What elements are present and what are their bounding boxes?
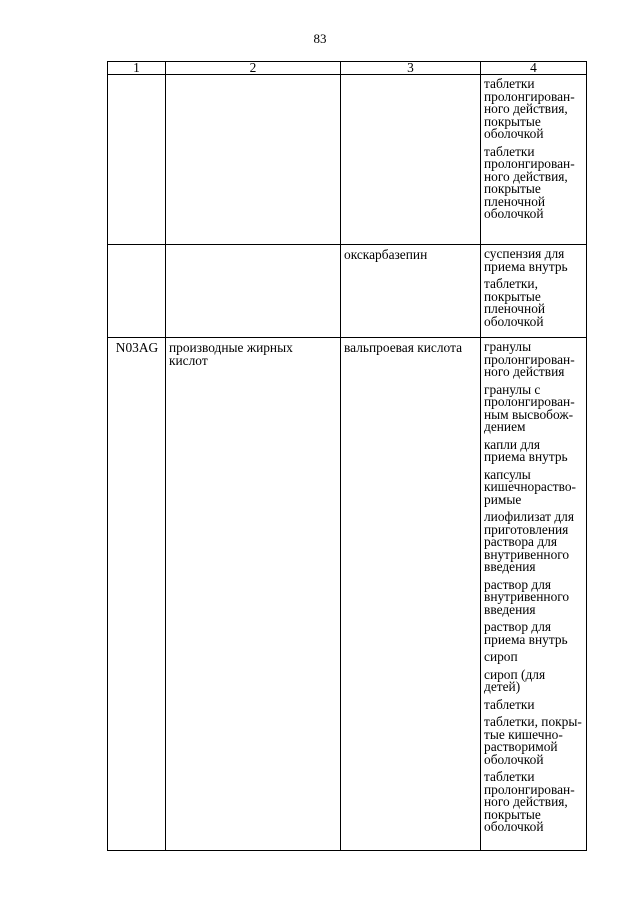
dosage-form <box>484 651 584 664</box>
header-cell: 3 <box>341 62 481 75</box>
dosage-form-line: ного действия, <box>484 101 568 116</box>
dosage-form-line: гранулы с <box>484 381 541 397</box>
substance-cell: окскарбазепин <box>341 245 481 338</box>
dosage-form-line: ным высвобож- <box>484 406 574 422</box>
dosage-forms-cell <box>481 245 587 338</box>
dosage-form-line: пролонгирован- <box>484 351 575 367</box>
dosage-form-line: ного действия, <box>484 168 568 184</box>
header-cell: 1 <box>108 62 166 75</box>
dosage-form-line: пролонгирован- <box>484 88 575 104</box>
atc-code-cell: N03AG <box>108 338 166 851</box>
dosage-form <box>484 621 584 646</box>
dosage-form-line: тые кишечно- <box>484 726 563 742</box>
dosage-form-line: лиофилизат для <box>484 509 574 524</box>
dosage-form <box>484 78 584 141</box>
dosage-form-line: приема внутрь <box>484 631 568 647</box>
dosage-form-line: капсулы <box>484 466 531 482</box>
dosage-form <box>484 278 584 328</box>
dosage-form-line: раствора для <box>484 534 558 549</box>
dosage-form <box>484 696 584 712</box>
dosage-form-line: ного действия <box>484 364 565 379</box>
dosage-form <box>484 436 584 464</box>
dosage-form-line: оболочкой <box>484 126 544 141</box>
dosage-form-line: оболочкой <box>484 206 544 221</box>
dosage-form-line: таблетки, покры- <box>484 714 582 729</box>
dosage-form-line: покрытые <box>484 181 541 196</box>
dosage-form-line: приготовления <box>484 521 569 537</box>
dosage-form-line: пролонгирован- <box>484 156 575 171</box>
dosage-form-line: покрытые <box>484 806 541 822</box>
dosage-form-line: сироп (для <box>484 666 546 682</box>
dosage-form-line: раствор для <box>484 576 552 592</box>
dosage-form-line: внутривенного <box>484 589 570 604</box>
dosage-forms-cell <box>481 75 587 245</box>
dosage-form-line: пролонгирован- <box>484 781 575 797</box>
dosage-form-line: гранулы <box>484 339 532 354</box>
dosage-form-line: детей) <box>484 679 521 694</box>
dosage-form <box>484 771 584 834</box>
dosage-form-line: таблетки <box>484 143 535 159</box>
table-row <box>108 245 587 338</box>
dosage-form-line: пленочной <box>484 301 546 316</box>
group-name-cell <box>166 75 341 245</box>
dosage-form-line: таблетки <box>484 76 535 91</box>
group-name-cell <box>166 245 341 338</box>
dosage-form-line: пролонгирован- <box>484 394 575 409</box>
dosage-form-line: таблетки <box>484 696 535 712</box>
dosage-form <box>484 716 584 766</box>
group-name-line: производные жирных <box>169 340 293 355</box>
dosage-form-line: внутривенного <box>484 546 570 562</box>
dosage-forms-cell <box>481 338 587 851</box>
dosage-form-line: растворимой <box>484 739 558 754</box>
dosage-form-line: введения <box>484 601 536 617</box>
dosage-form-line: пленочной <box>484 193 546 209</box>
header-cell: 2 <box>166 62 341 75</box>
substance-cell: вальпроевая кислота <box>341 338 481 851</box>
dosage-form <box>484 381 584 434</box>
dosage-form <box>484 576 584 617</box>
atc-code-cell <box>108 245 166 338</box>
table-row <box>108 338 587 851</box>
dosage-form-line: оболочкой <box>484 819 544 834</box>
page-number: 83 <box>313 31 327 46</box>
dosage-form <box>484 341 584 379</box>
dosage-form-line: приема внутрь <box>484 258 568 274</box>
table-header-row <box>108 62 587 75</box>
dosage-form <box>484 511 584 574</box>
dosage-form-line: покрытые <box>484 113 541 129</box>
dosage-form-line: раствор для <box>484 619 552 634</box>
dosage-form-line: покрытые <box>484 288 541 304</box>
dosage-form-line: таблетки, <box>484 276 538 291</box>
substance-cell <box>341 75 481 245</box>
dosage-form <box>484 248 584 273</box>
atc-code-cell <box>108 75 166 245</box>
dosage-form-line: таблетки <box>484 769 535 784</box>
table-row <box>108 75 587 245</box>
dosage-form-line: введения <box>484 559 536 574</box>
dosage-form-line: оболочкой <box>484 313 544 329</box>
dosage-form-line: ного действия, <box>484 794 568 809</box>
group-name-cell <box>166 338 341 851</box>
drug-table <box>107 61 587 851</box>
dosage-form-line: суспензия для <box>484 246 565 261</box>
dosage-form-line: оболочкой <box>484 751 544 767</box>
dosage-form-line: приема внутрь <box>484 449 568 464</box>
header-cell: 4 <box>481 62 587 75</box>
dosage-form <box>484 466 584 507</box>
dosage-form <box>484 666 584 694</box>
dosage-form-line: дением <box>484 419 526 434</box>
dosage-form-line: кишечнораство- <box>484 479 577 494</box>
dosage-form <box>484 143 584 221</box>
dosage-form-line: сироп <box>484 649 518 664</box>
dosage-form-line: римые <box>484 491 522 507</box>
dosage-form-line: капли для <box>484 436 541 452</box>
group-name-line: кислот <box>169 352 208 368</box>
